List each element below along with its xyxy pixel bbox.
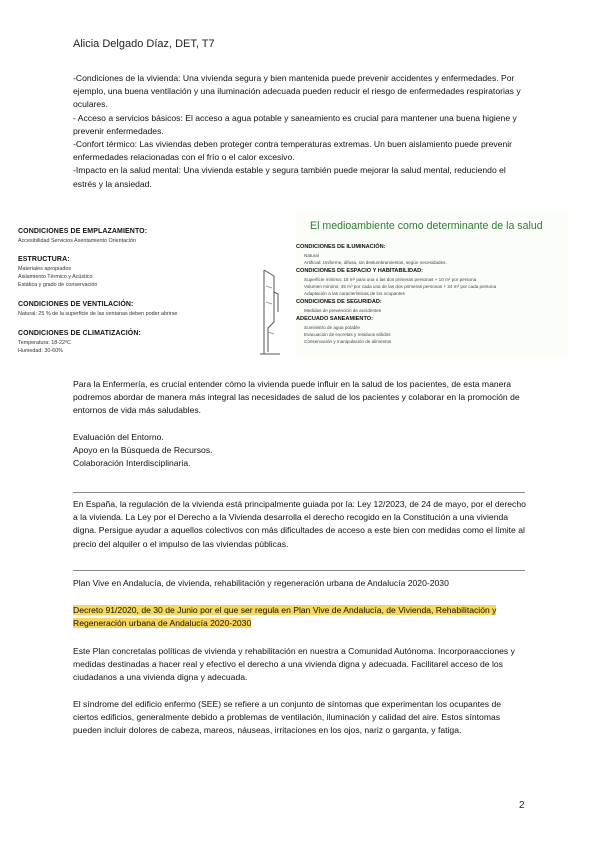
infographic-line: Volumen mínimo: 45 m³ por cada una de las dos primeras personas + 24 m³ por cada persona <box>304 284 497 289</box>
nursing-item-evaluation: Evaluación del Entorno. <box>73 431 164 442</box>
infographic-line: Natural <box>304 253 319 258</box>
infographic-line: Temperatura: 18-22ºC <box>18 340 71 346</box>
plan-vive-text: Plan Vive en Andalucía, de vivienda, rehabilitación y regeneración urbana de Andalucía 2020-2030 <box>73 578 449 588</box>
housing-conditions-infographic <box>18 226 293 361</box>
intro-paragraph-thermal: -Confort térmico: Las viviendas deben proteger contra temperaturas extremas. Un buen aislamiento puede prevenir enfermedades relacionadas con el frío o el calor excesivo. <box>73 139 512 163</box>
nursing-item-resources: Apoyo en la Búsqueda de Recursos. <box>73 444 213 455</box>
infographic-line: Adaptación a las características de los ocupantes <box>304 291 405 296</box>
infographic-line: Aislamiento Térmico y Acústico <box>18 274 93 280</box>
nursing-paragraph: Para la Enfermería, es crucial entender cómo la vivienda puede influir en la salud de los pacientes, de esta manera podremos abordar de manera más integral las necesidades de salud de los pacientes y colaborar en la promoción de entornos de vida más saludables. <box>73 379 520 416</box>
nursing-item-collaboration: Colaboración Interdisciplinaria. <box>73 458 191 469</box>
divider <box>73 492 525 493</box>
decree-highlight <box>73 604 528 630</box>
infographic-line: Accesibilidad Servicios Asentamiento Orientación <box>18 238 137 244</box>
page-number: 2 <box>519 800 525 811</box>
infographic-line: Artificial: Uniforme, difusa, sin deslumbramientos, según necesidades. <box>304 260 447 265</box>
infographic-line: Estática y grado de conservación <box>18 282 98 288</box>
intro-paragraph-housing: -Condiciones de la vivienda: Una vivienda segura y bien mantenida puede prevenir accidentes y enfermedades. Por ejemplo, una buena ventilación y una iluminación adecuada pueden reducir el riesgo de enfermedades respiratorias y oculares. <box>73 73 521 110</box>
infographic-heading: ADECUADO SANEAMIENTO: <box>296 316 373 322</box>
plan-description-text: Este Plan concretalas políticas de vivienda y rehabilitación en nuestra a Comunidad Autónoma. Incorporaacciones y medidas destinadas a hacer real y efectivo el derecho a una vivienda digna y adecuada. Facilitarel acceso de los ciudadanos a una vivienda digna y adecuada. <box>73 646 515 683</box>
spain-regulation-text: En España, la regulación de la vivienda está principalmente guiada por la: Ley 12/2023, de 24 de mayo, por el derecho a la vivienda. La Ley por el Derecho a la Vivienda desarrolla el derecho recogido en la Constitución a una vivienda digna. Persigue ayudar a aquellos colectivos con más dificultades de acceso a este bien con medidas como el límite al precio del alquiler o el impulso de las viviendas públicas. <box>73 499 526 549</box>
page-header: Alicia Delgado Díaz, DET, T7 <box>73 38 215 50</box>
infographic-line: Medidas de prevención de accidentes <box>304 308 382 313</box>
infographic-line: Superficie mínima: 18 m² para una o las dos primeras personas + 10 m² por persona <box>304 277 477 282</box>
infographic-heading: CONDICIONES DE VENTILACIÓN: <box>18 301 134 308</box>
infographic-title: El medioambiente como determinante de la salud <box>310 220 543 232</box>
infographic-line: Conservación y manipulación de alimentos <box>304 339 392 344</box>
infographic-heading: ESTRUCTURA: <box>18 256 70 263</box>
divider <box>73 570 525 571</box>
infographic-heading: CONDICIONES DE CLIMATIZACIÓN: <box>18 330 141 337</box>
intro-section <box>73 72 528 191</box>
sick-building-text: El síndrome del edificio enfermo (SEE) se refiere a un conjunto de síntomas que experimentan los ocupantes de ciertos edificios, generalmente debido a problemas de ventilación, iluminación y calidad del aire. Estos síntomas pueden incluir dolores de cabeza, mareos, náuseas, irritaciones en los ojos, nariz o garganta, y fatiga. <box>73 699 502 736</box>
intro-paragraph-mental: -Impacto en la salud mental: Una vivienda estable y segura también puede mejorar la salud mental, reduciendo el estrés y la ansiedad. <box>73 165 506 189</box>
infographic-line: Materiales apropiados <box>18 266 72 272</box>
spain-regulation-paragraph <box>73 498 528 551</box>
nursing-section <box>73 378 528 470</box>
decree-text: Decreto 91/2020, de 30 de Junio por el que ser regula en Plan Vive de Andalucía, de Vivienda, Rehabilitación y Regeneración urbana de Andalucía 2020-2030 <box>73 605 497 629</box>
infographic-heading: CONDICIONES DE ILUMINACIÓN: <box>296 244 386 250</box>
infographic-line: Humedad: 30-60% <box>18 348 63 354</box>
plan-vive-line <box>73 577 528 590</box>
infographic-line: Suministro de agua potable <box>304 325 360 330</box>
infographic-heading: CONDICIONES DE EMPLAZAMIENTO: <box>18 228 148 235</box>
infographic-line: Evacuación de excretas y residuos sólidos <box>304 332 391 337</box>
window-figure-illustration <box>254 262 284 362</box>
infographic-heading: CONDICIONES DE ESPACIO Y HABITABILIDAD: <box>296 268 424 274</box>
plan-description-paragraph <box>73 645 528 685</box>
infographic-line: Natural: 25 % de la superficie de las ventanas deben poder abrirse <box>18 311 178 317</box>
intro-paragraph-services: - Acceso a servicios básicos: El acceso a agua potable y saneamiento es crucial para mantener una buena higiene y prevenir enfermedades. <box>73 112 517 136</box>
sick-building-paragraph <box>73 698 528 738</box>
infographic-heading: CONDICIONES DE SEGURIDAD: <box>296 299 382 305</box>
environment-health-infographic <box>296 212 568 357</box>
